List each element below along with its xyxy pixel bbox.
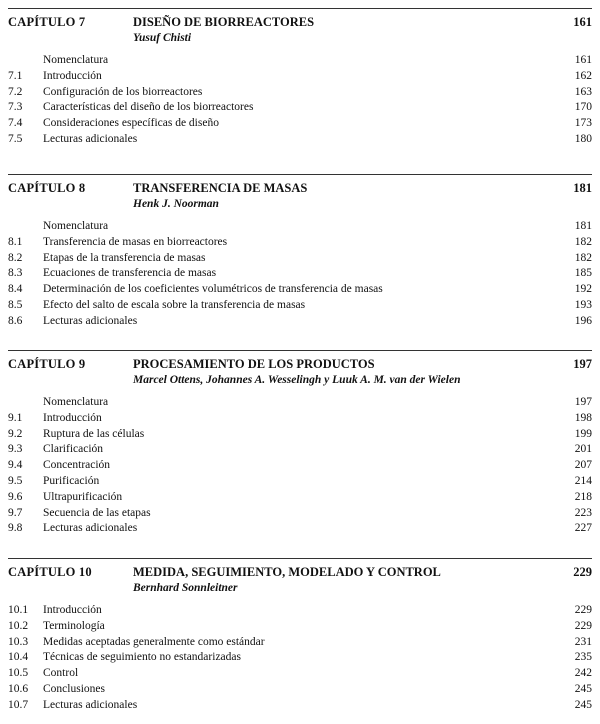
chapter-number: CAPÍTULO 9 bbox=[8, 357, 86, 371]
section-page-number: 173 bbox=[574, 117, 592, 130]
section-page-number: 162 bbox=[574, 69, 592, 82]
section-page-number: 245 bbox=[574, 698, 592, 711]
section-number: 9.5 bbox=[8, 474, 23, 487]
toc-entry[interactable] bbox=[8, 116, 592, 132]
chapter-title: TRANSFERENCIA DE MASAS bbox=[133, 181, 308, 195]
section-number: 7.5 bbox=[8, 132, 23, 145]
toc-entry[interactable] bbox=[8, 314, 592, 330]
section-title: Control bbox=[43, 667, 79, 680]
chapter-page-number: 161 bbox=[573, 15, 592, 29]
section-number: 7.1 bbox=[8, 69, 23, 82]
section-title: Purificación bbox=[43, 474, 100, 487]
section-page-number: 242 bbox=[574, 667, 592, 680]
toc-entry[interactable] bbox=[8, 219, 592, 235]
section-number: 8.5 bbox=[8, 298, 23, 311]
toc-entry[interactable] bbox=[8, 506, 592, 522]
chapter-page-number: 197 bbox=[573, 357, 592, 371]
toc-entry[interactable] bbox=[8, 100, 592, 116]
section-title: Lecturas adicionales bbox=[43, 132, 138, 145]
chapter-author: Marcel Ottens, Johannes A. Wesselingh y Luuk A. M. van der Wielen bbox=[133, 374, 461, 386]
section-page-number: 235 bbox=[574, 651, 592, 664]
section-number: 9.7 bbox=[8, 506, 23, 519]
toc-entry[interactable] bbox=[8, 442, 592, 458]
toc-entry[interactable] bbox=[8, 619, 592, 635]
section-title: Etapas de la transferencia de masas bbox=[43, 251, 206, 264]
section-number: 8.3 bbox=[8, 267, 23, 280]
section-number: 8.4 bbox=[8, 283, 23, 296]
section-list bbox=[8, 603, 592, 714]
section-list bbox=[8, 53, 592, 148]
section-list bbox=[8, 395, 592, 537]
section-number: 9.6 bbox=[8, 490, 23, 503]
chapter-title: DISEÑO DE BIORREACTORES bbox=[133, 15, 315, 29]
section-page-number: 199 bbox=[574, 427, 592, 440]
toc-entry[interactable] bbox=[8, 235, 592, 251]
toc-entry[interactable] bbox=[8, 682, 592, 698]
section-title: Nomenclatura bbox=[43, 220, 109, 232]
toc-entry[interactable] bbox=[8, 666, 592, 682]
section-page-number: 197 bbox=[574, 396, 592, 408]
section-number: 9.2 bbox=[8, 427, 23, 440]
toc-entry[interactable] bbox=[8, 427, 592, 443]
chapter-number: CAPÍTULO 7 bbox=[8, 15, 86, 29]
section-page-number: 182 bbox=[574, 251, 592, 264]
section-title: Lecturas adicionales bbox=[43, 522, 138, 535]
toc-entry[interactable] bbox=[8, 251, 592, 267]
section-page-number: 231 bbox=[574, 635, 592, 648]
toc-entry[interactable] bbox=[8, 85, 592, 101]
chapter-author: Bernhard Sonnleitner bbox=[133, 582, 238, 594]
section-number: 9.3 bbox=[8, 443, 23, 456]
section-page-number: 161 bbox=[574, 54, 592, 66]
section-title: Técnicas de seguimiento no estandarizadas bbox=[43, 651, 241, 664]
section-title: Efecto del salto de escala sobre la transferencia de masas bbox=[43, 298, 306, 311]
section-number: 8.6 bbox=[8, 314, 23, 327]
chapter-heading bbox=[8, 351, 592, 373]
section-page-number: 218 bbox=[574, 490, 592, 503]
section-number: 8.1 bbox=[8, 235, 23, 248]
section-title: Concentración bbox=[43, 459, 111, 472]
toc-entry[interactable] bbox=[8, 395, 592, 411]
toc-entry[interactable] bbox=[8, 69, 592, 85]
section-page-number: 196 bbox=[574, 314, 592, 327]
section-number: 9.1 bbox=[8, 411, 23, 424]
chapter-title: MEDIDA, SEGUIMIENTO, MODELADO Y CONTROL bbox=[133, 565, 441, 579]
chapter-heading bbox=[8, 9, 592, 31]
toc-entry[interactable] bbox=[8, 266, 592, 282]
section-page-number: 163 bbox=[574, 85, 592, 98]
section-page-number: 198 bbox=[574, 411, 592, 424]
section-page-number: 170 bbox=[574, 101, 592, 114]
chapter-title: PROCESAMIENTO DE LOS PRODUCTOS bbox=[133, 357, 375, 371]
section-number: 10.6 bbox=[8, 682, 29, 695]
toc-entry[interactable] bbox=[8, 298, 592, 314]
section-title: Nomenclatura bbox=[43, 54, 109, 66]
chapter-heading bbox=[8, 559, 592, 581]
section-title: Terminología bbox=[43, 619, 105, 632]
section-number: 9.4 bbox=[8, 459, 23, 472]
section-number: 7.2 bbox=[8, 85, 23, 98]
toc-entry[interactable] bbox=[8, 490, 592, 506]
section-number: 10.4 bbox=[8, 651, 29, 664]
section-number: 10.5 bbox=[8, 667, 29, 680]
toc-entry[interactable] bbox=[8, 521, 592, 537]
toc-entry[interactable] bbox=[8, 698, 592, 714]
chapter-number: CAPÍTULO 10 bbox=[8, 565, 92, 579]
chapter-section bbox=[8, 174, 592, 330]
section-title: Secuencia de las etapas bbox=[43, 506, 151, 519]
section-page-number: 214 bbox=[574, 474, 592, 487]
chapter-heading bbox=[8, 175, 592, 197]
chapter-author: Yusuf Chisti bbox=[133, 32, 192, 44]
section-page-number: 192 bbox=[574, 283, 592, 296]
section-title: Nomenclatura bbox=[43, 396, 109, 408]
chapter-number: CAPÍTULO 8 bbox=[8, 181, 86, 195]
section-title: Medidas aceptadas generalmente como estándar bbox=[43, 635, 265, 648]
section-title: Ultrapurificación bbox=[43, 490, 123, 503]
section-number: 7.3 bbox=[8, 101, 23, 114]
chapter-section bbox=[8, 8, 592, 148]
section-title: Introducción bbox=[43, 411, 102, 424]
section-page-number: 207 bbox=[574, 459, 592, 472]
section-number: 10.7 bbox=[8, 698, 29, 711]
toc-entry[interactable] bbox=[8, 650, 592, 666]
chapter-author: Henk J. Noorman bbox=[133, 198, 219, 210]
section-title: Introducción bbox=[43, 69, 102, 82]
section-number: 10.1 bbox=[8, 604, 29, 616]
toc-entry[interactable] bbox=[8, 132, 592, 148]
section-title: Transferencia de masas en biorreactores bbox=[43, 235, 228, 248]
section-page-number: 229 bbox=[574, 619, 592, 632]
section-title: Ecuaciones de transferencia de masas bbox=[43, 267, 217, 280]
section-title: Determinación de los coeficientes volumétricos de transferencia de masas bbox=[43, 283, 383, 296]
section-title: Conclusiones bbox=[43, 682, 105, 695]
toc-entry[interactable] bbox=[8, 458, 592, 474]
toc-entry[interactable] bbox=[8, 53, 592, 69]
toc-entry[interactable] bbox=[8, 474, 592, 490]
section-page-number: 193 bbox=[574, 298, 592, 311]
section-title: Configuración de los biorreactores bbox=[43, 85, 203, 98]
section-page-number: 201 bbox=[574, 443, 592, 456]
toc-entry[interactable] bbox=[8, 411, 592, 427]
section-number: 10.2 bbox=[8, 619, 29, 632]
section-page-number: 227 bbox=[574, 522, 592, 535]
section-page-number: 180 bbox=[574, 132, 592, 145]
section-title: Introducción bbox=[43, 604, 102, 616]
section-page-number: 229 bbox=[574, 604, 592, 616]
section-title: Clarificación bbox=[43, 443, 104, 456]
section-title: Consideraciones específicas de diseño bbox=[43, 117, 219, 130]
toc-entry[interactable] bbox=[8, 282, 592, 298]
chapter-page-number: 181 bbox=[573, 181, 592, 195]
section-title: Lecturas adicionales bbox=[43, 314, 138, 327]
toc-entry[interactable] bbox=[8, 603, 592, 619]
section-page-number: 223 bbox=[574, 506, 592, 519]
section-title: Lecturas adicionales bbox=[43, 698, 138, 711]
section-title: Características del diseño de los biorreactores bbox=[43, 101, 254, 114]
section-number: 7.4 bbox=[8, 117, 23, 130]
section-page-number: 181 bbox=[574, 220, 592, 232]
section-number: 10.3 bbox=[8, 635, 29, 648]
section-page-number: 182 bbox=[574, 235, 592, 248]
toc-entry[interactable] bbox=[8, 635, 592, 651]
section-title: Ruptura de las células bbox=[43, 427, 145, 440]
chapter-section bbox=[8, 350, 592, 537]
section-list bbox=[8, 219, 592, 330]
chapter-section bbox=[8, 558, 592, 714]
section-number: 9.8 bbox=[8, 522, 23, 535]
section-page-number: 185 bbox=[574, 267, 592, 280]
section-number: 8.2 bbox=[8, 251, 23, 264]
section-page-number: 245 bbox=[574, 682, 592, 695]
chapter-page-number: 229 bbox=[573, 565, 592, 579]
